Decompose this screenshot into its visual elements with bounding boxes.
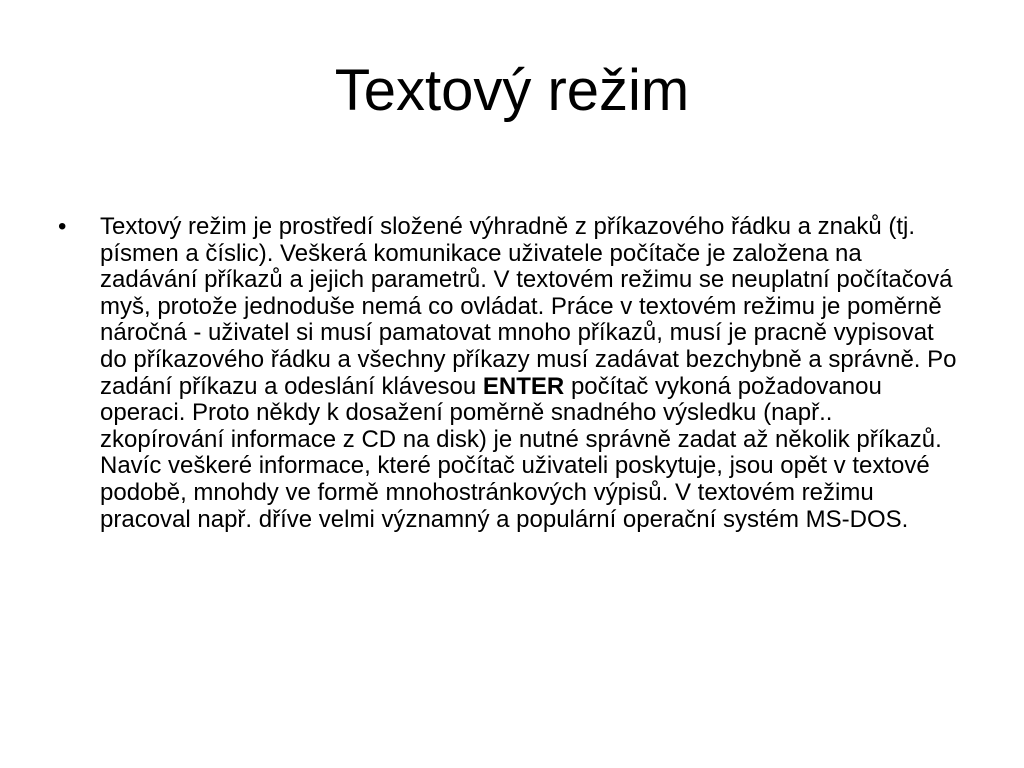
enter-key-label: ENTER (482, 372, 565, 400)
bullet-text-after: počítač vykoná požadovanou operaci. Proto někdy k dosažení poměrně snadného výsledku (např.. zkopírování informace z CD na disk) je nutné správně zadat až několik příkazů. Navíc veškeré informace, které počítač uživateli poskytuje, jsou opět v textové podobě, mnohdy ve formě mnohostránkových výpisů. V textovém režimu pracoval např. dříve velmi významný a populární operační systém MS-DOS. (100, 372, 942, 533)
bullet-text-before: Textový režim je prostředí složené výhradně z příkazového řádku a znaků (tj. písmen a číslic). Veškerá komunikace uživatele počítače je založena na zadávání příkazů a jejich parametrů. V textovém režimu se neuplatní počítačová myš, protože jednoduše nemá co ovládat. Práce v textovém režimu je poměrně náročná - uživatel si musí pamatovat mnoho příkazů, musí je pracně vypisovat do příkazového řádku a všechny příkazy musí zadávat bezchybně a správně. Po zadání příkazu a odeslání klávesou (100, 213, 957, 400)
bullet-list (58, 214, 958, 533)
bullet-dot-icon: • (58, 213, 67, 240)
bullet-item (58, 214, 958, 533)
slide-title: Textový režim (334, 58, 690, 123)
bullet-text (100, 214, 958, 533)
